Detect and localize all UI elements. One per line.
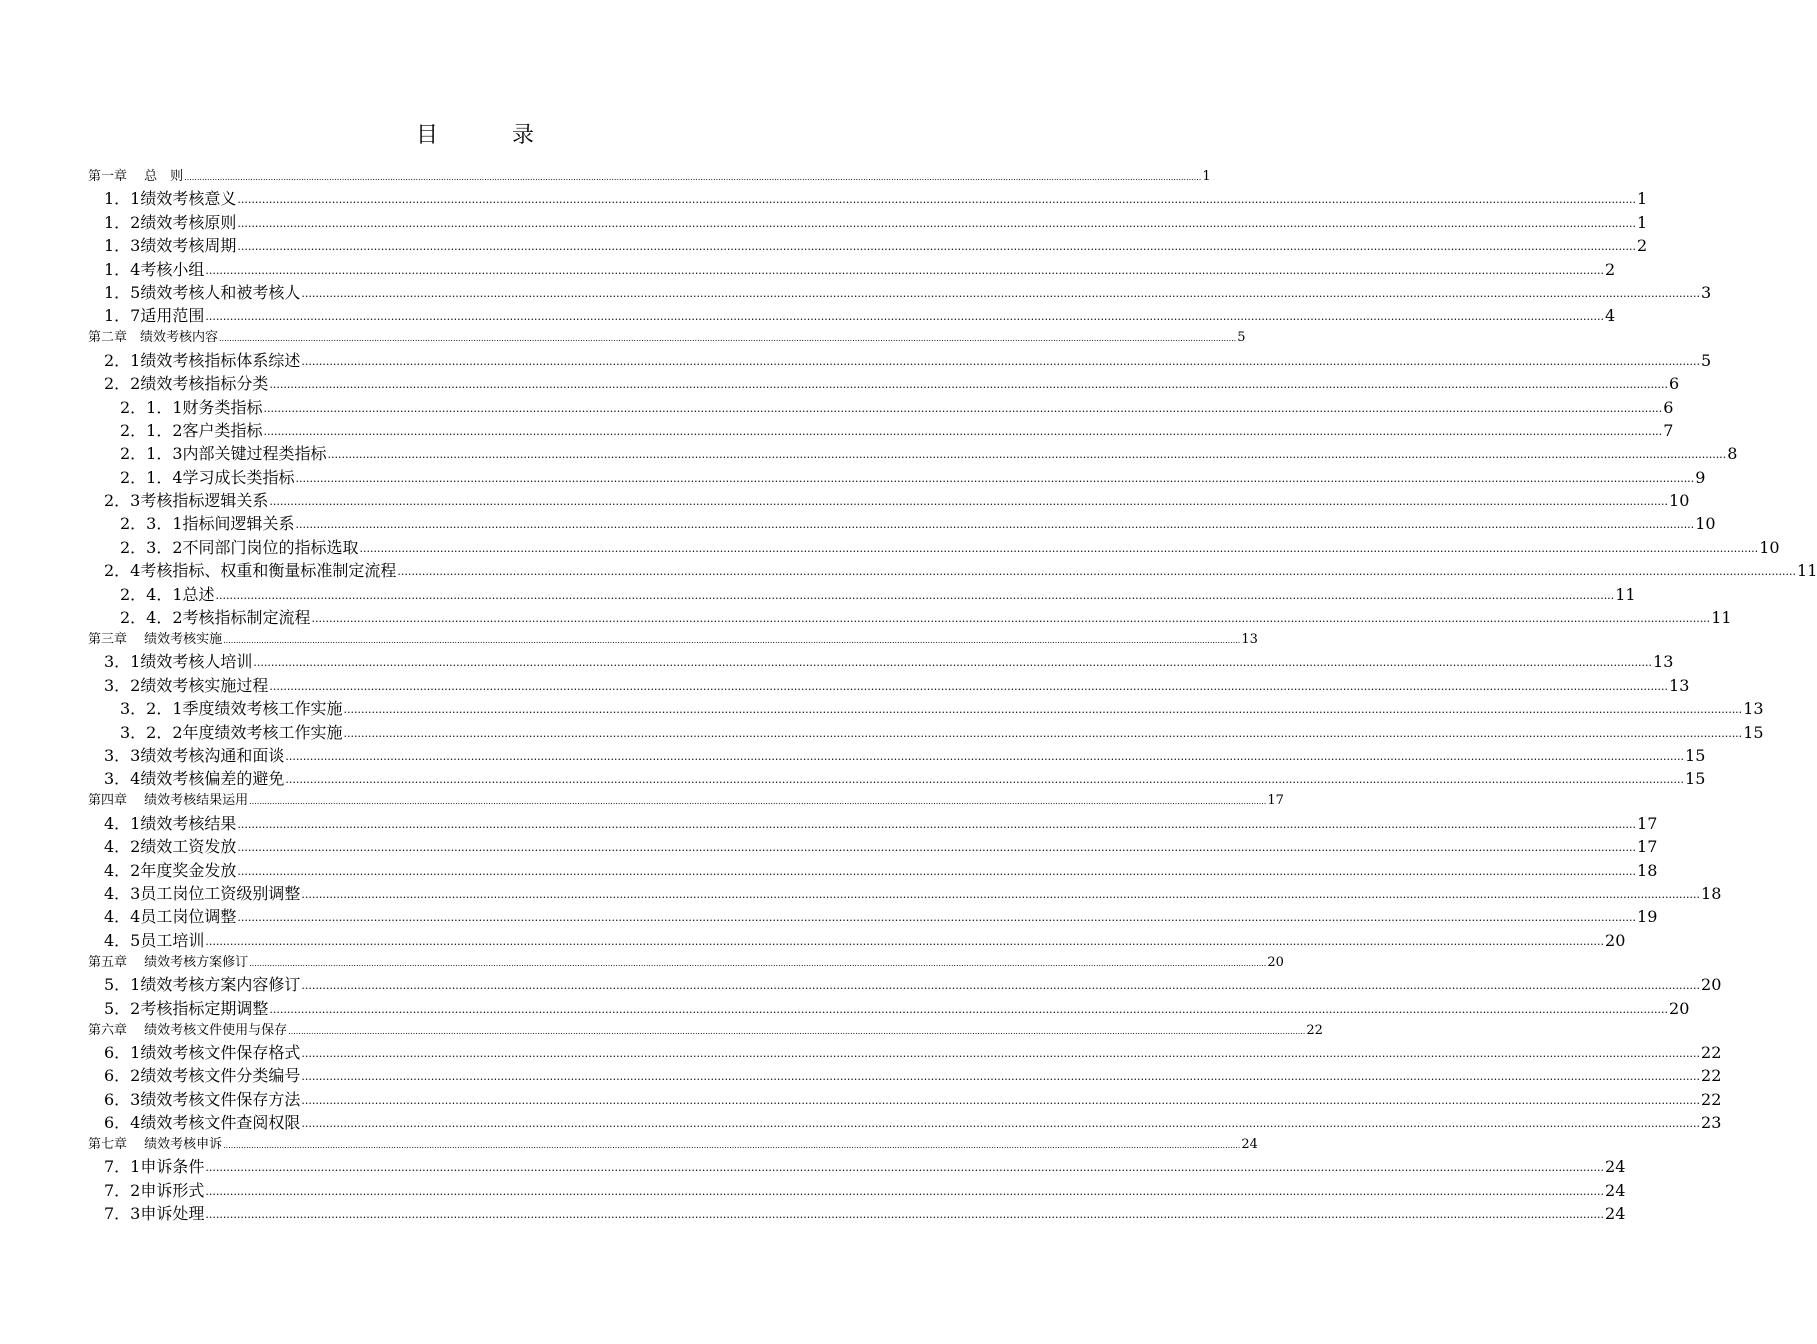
toc-page-number: 10 — [1759, 537, 1780, 557]
toc-dot-leader: ................................................................................................................................................................................................................................................................................................................................................................................................................ — [263, 424, 1663, 438]
toc-dot-leader: ................................................................................................................................................................................................................................................................................................................................................................................................................ — [184, 173, 1202, 182]
toc-dot-leader: ................................................................................................................................................................................................................................................................................................................................................................................................................ — [205, 310, 1605, 324]
toc-page-number: 24 — [1605, 1180, 1626, 1200]
toc-dot-leader: ................................................................................................................................................................................................................................................................................................................................................................................................................ — [215, 588, 1615, 602]
toc-dot-leader: ................................................................................................................................................................................................................................................................................................................................................................................................................ — [237, 911, 1637, 925]
toc-section-entry[interactable] — [88, 880, 1722, 903]
toc-entry-label: 第六章 绩效考核文件使用与保存 — [88, 1022, 288, 1038]
toc-entry-label: 6．4绩效考核文件查阅权限 — [104, 1113, 301, 1133]
toc-dot-leader: ................................................................................................................................................................................................................................................................................................................................................................................................................ — [343, 726, 1743, 740]
toc-dot-leader: ................................................................................................................................................................................................................................................................................................................................................................................................................ — [269, 378, 1669, 392]
toc-page-number: 20 — [1701, 975, 1722, 995]
toc-entry-label: 5．2考核指标定期调整 — [104, 998, 269, 1018]
toc-section-entry[interactable] — [88, 856, 1658, 880]
toc-dot-leader: ................................................................................................................................................................................................................................................................................................................................................................................................................ — [249, 797, 1267, 807]
toc-entry-label: 1．7适用范围 — [104, 306, 205, 326]
toc-entry-label: 4．4员工岗位调整 — [104, 907, 237, 927]
toc-section-entry[interactable] — [88, 833, 1658, 857]
table-of-contents — [88, 164, 1817, 1224]
toc-dot-leader: ................................................................................................................................................................................................................................................................................................................................................................................................................ — [288, 1026, 1306, 1036]
toc-entry-label: 1．5绩效考核人和被考核人 — [104, 282, 301, 302]
toc-section-entry[interactable] — [88, 1062, 1722, 1086]
toc-page-number: 22 — [1306, 1022, 1323, 1038]
toc-entry-label: 4．1绩效考核结果 — [104, 813, 237, 833]
toc-page-number: 20 — [1669, 998, 1690, 1018]
toc-section-entry[interactable] — [88, 903, 1658, 927]
toc-dot-leader: ................................................................................................................................................................................................................................................................................................................................................................................................................ — [205, 263, 1605, 277]
toc-section-entry[interactable] — [88, 440, 1738, 464]
toc-entry-label: 第三章 绩效考核实施 — [88, 632, 223, 648]
toc-page-number: 13 — [1241, 632, 1258, 648]
toc-section-entry[interactable] — [88, 1085, 1722, 1109]
toc-dot-leader: ................................................................................................................................................................................................................................................................................................................................................................................................................ — [205, 1184, 1605, 1198]
toc-section-entry[interactable] — [88, 604, 1732, 628]
toc-entry-label: 6．2绩效考核文件分类编号 — [104, 1066, 301, 1086]
toc-page-number: 20 — [1605, 930, 1626, 950]
toc-chapter-entry[interactable] — [88, 1018, 1323, 1039]
toc-section-entry[interactable] — [88, 1200, 1626, 1224]
toc-entry-label: 7．2申诉形式 — [104, 1180, 205, 1200]
toc-dot-leader: ................................................................................................................................................................................................................................................................................................................................................................................................................ — [295, 471, 1695, 485]
toc-entry-label: 5．1绩效考核方案内容修订 — [104, 975, 301, 995]
toc-section-entry[interactable] — [88, 648, 1674, 672]
toc-page-number: 15 — [1685, 769, 1706, 789]
toc-page-number: 22 — [1701, 1089, 1722, 1109]
toc-entry-label: 2．3．2不同部门岗位的指标选取 — [120, 537, 359, 557]
toc-page-number: 6 — [1663, 397, 1674, 417]
toc-page-number: 11 — [1711, 608, 1732, 628]
toc-dot-leader: ................................................................................................................................................................................................................................................................................................................................................................................................................ — [311, 612, 1711, 626]
toc-page-number: 5 — [1237, 330, 1246, 346]
toc-section-entry[interactable] — [88, 971, 1722, 995]
toc-dot-leader: ................................................................................................................................................................................................................................................................................................................................................................................................................ — [301, 354, 1701, 368]
toc-section-entry[interactable] — [88, 487, 1690, 511]
toc-dot-leader: ................................................................................................................................................................................................................................................................................................................................................................................................................ — [301, 979, 1701, 993]
toc-section-entry[interactable] — [88, 279, 1712, 302]
toc-chapter-entry[interactable] — [88, 325, 1246, 346]
toc-dot-leader: ................................................................................................................................................................................................................................................................................................................................................................................................................ — [343, 703, 1743, 717]
toc-dot-leader: ................................................................................................................................................................................................................................................................................................................................................................................................................ — [205, 1208, 1605, 1222]
toc-section-entry[interactable] — [88, 695, 1764, 719]
toc-entry-label: 1．2绩效考核原则 — [104, 212, 237, 232]
toc-page-number: 9 — [1695, 467, 1706, 487]
toc-section-entry[interactable] — [88, 765, 1706, 789]
toc-dot-leader: ................................................................................................................................................................................................................................................................................................................................................................................................................ — [301, 1070, 1701, 1084]
toc-dot-leader: ................................................................................................................................................................................................................................................................................................................................................................................................................ — [285, 773, 1685, 787]
toc-section-entry[interactable] — [88, 393, 1674, 417]
toc-page-number: 19 — [1637, 907, 1658, 927]
toc-page-number: 15 — [1685, 745, 1706, 765]
toc-page-number: 17 — [1267, 793, 1284, 809]
toc-page-number: 17 — [1637, 813, 1658, 833]
toc-dot-leader: ................................................................................................................................................................................................................................................................................................................................................................................................................ — [263, 401, 1663, 415]
toc-dot-leader: ................................................................................................................................................................................................................................................................................................................................................................................................................ — [237, 817, 1637, 831]
toc-entry-label: 2．4考核指标、权重和衡量标准制定流程 — [104, 561, 397, 581]
toc-dot-leader: ................................................................................................................................................................................................................................................................................................................................................................................................................ — [219, 334, 1237, 344]
toc-dot-leader: ................................................................................................................................................................................................................................................................................................................................................................................................................ — [249, 958, 1267, 968]
toc-page-number: 8 — [1727, 444, 1738, 464]
toc-page-number: 24 — [1241, 1137, 1258, 1153]
toc-dot-leader: ................................................................................................................................................................................................................................................................................................................................................................................................................ — [269, 495, 1669, 509]
toc-entry-label: 2．1．4学习成长类指标 — [120, 467, 295, 487]
toc-dot-leader: ................................................................................................................................................................................................................................................................................................................................................................................................................ — [285, 749, 1685, 763]
toc-dot-leader: ................................................................................................................................................................................................................................................................................................................................................................................................................ — [205, 934, 1605, 948]
toc-dot-leader: ................................................................................................................................................................................................................................................................................................................................................................................................................ — [237, 193, 1637, 207]
toc-page-number: 17 — [1637, 837, 1658, 857]
toc-entry-label: 2．1．1财务类指标 — [120, 397, 263, 417]
toc-page-number: 18 — [1701, 883, 1722, 903]
toc-dot-leader: ................................................................................................................................................................................................................................................................................................................................................................................................................ — [269, 679, 1669, 693]
toc-page-number: 13 — [1653, 652, 1674, 672]
toc-entry-label: 2．4．2考核指标制定流程 — [120, 608, 311, 628]
toc-section-entry[interactable] — [88, 580, 1636, 604]
toc-dot-leader: ................................................................................................................................................................................................................................................................................................................................................................................................................ — [237, 841, 1637, 855]
toc-title: 目 录 — [415, 123, 560, 148]
toc-page-number: 4 — [1605, 306, 1616, 326]
toc-section-entry[interactable] — [88, 557, 1817, 581]
toc-chapter-entry[interactable] — [88, 627, 1258, 648]
toc-entry-label: 1．1绩效考核意义 — [104, 189, 237, 209]
toc-page-number: 2 — [1605, 259, 1616, 279]
toc-page-number: 3 — [1701, 282, 1712, 302]
toc-entry-label: 6．1绩效考核文件保存格式 — [104, 1042, 301, 1062]
toc-entry-label: 4．3员工岗位工资级别调整 — [104, 883, 301, 903]
toc-dot-leader: ................................................................................................................................................................................................................................................................................................................................................................................................................ — [237, 240, 1637, 254]
toc-page-number: 20 — [1267, 954, 1284, 970]
toc-entry-label: 3．2．1季度绩效考核工作实施 — [120, 699, 343, 719]
toc-entry-label: 3．1绩效考核人培训 — [104, 652, 253, 672]
toc-dot-leader: ................................................................................................................................................................................................................................................................................................................................................................................................................ — [327, 448, 1727, 462]
toc-page-number: 1 — [1637, 212, 1648, 232]
toc-page-number: 5 — [1701, 350, 1712, 370]
toc-entry-label: 7．1申诉条件 — [104, 1157, 205, 1177]
toc-section-entry[interactable] — [88, 302, 1616, 326]
toc-entry-label: 第一章 总 则 — [88, 169, 184, 184]
toc-dot-leader: ................................................................................................................................................................................................................................................................................................................................................................................................................ — [397, 565, 1797, 579]
toc-entry-label: 6．3绩效考核文件保存方法 — [104, 1089, 301, 1109]
toc-section-entry[interactable] — [88, 255, 1616, 279]
toc-section-entry[interactable] — [88, 926, 1626, 950]
toc-entry-label: 3．4绩效考核偏差的避免 — [104, 769, 285, 789]
toc-chapter-entry[interactable] — [88, 164, 1211, 185]
toc-chapter-entry[interactable] — [88, 950, 1284, 971]
toc-page-number: 13 — [1743, 699, 1764, 719]
toc-entry-label: 4．2年度奖金发放 — [104, 860, 237, 880]
toc-entry-label: 2．3考核指标逻辑关系 — [104, 491, 269, 511]
toc-chapter-entry[interactable] — [88, 1132, 1258, 1153]
toc-entry-label: 4．5员工培训 — [104, 930, 205, 950]
toc-entry-label: 第四章 绩效考核结果运用 — [88, 793, 249, 809]
toc-section-entry[interactable] — [88, 185, 1648, 209]
toc-section-entry[interactable] — [88, 370, 1680, 394]
toc-entry-label: 1．4考核小组 — [104, 259, 205, 279]
toc-page-number: 22 — [1701, 1066, 1722, 1086]
toc-page-number: 11 — [1615, 584, 1636, 604]
toc-dot-leader: ................................................................................................................................................................................................................................................................................................................................................................................................................ — [301, 887, 1701, 901]
toc-dot-leader: ................................................................................................................................................................................................................................................................................................................................................................................................................ — [269, 1002, 1669, 1016]
toc-entry-label: 7．3申诉处理 — [104, 1204, 205, 1224]
toc-section-entry[interactable] — [88, 1109, 1722, 1133]
toc-chapter-entry[interactable] — [88, 788, 1284, 809]
toc-section-entry[interactable] — [88, 809, 1658, 833]
toc-dot-leader: ................................................................................................................................................................................................................................................................................................................................................................................................................ — [301, 1093, 1701, 1107]
toc-dot-leader: ................................................................................................................................................................................................................................................................................................................................................................................................................ — [253, 656, 1653, 670]
toc-dot-leader: ................................................................................................................................................................................................................................................................................................................................................................................................................ — [223, 1141, 1241, 1151]
toc-page-number: 1 — [1637, 189, 1648, 209]
toc-section-entry[interactable] — [88, 718, 1764, 742]
toc-page-number: 1 — [1202, 169, 1211, 184]
toc-section-entry[interactable] — [88, 232, 1648, 256]
toc-dot-leader: ................................................................................................................................................................................................................................................................................................................................................................................................................ — [237, 864, 1637, 878]
toc-entry-label: 2．4．1总述 — [120, 584, 215, 604]
toc-entry-label: 3．2．2年度绩效考核工作实施 — [120, 722, 343, 742]
toc-dot-leader: ................................................................................................................................................................................................................................................................................................................................................................................................................ — [295, 518, 1695, 532]
toc-page-number: 6 — [1669, 374, 1680, 394]
toc-dot-leader: ................................................................................................................................................................................................................................................................................................................................................................................................................ — [359, 541, 1759, 555]
toc-entry-label: 4．2绩效工资发放 — [104, 837, 237, 857]
toc-section-entry[interactable] — [88, 671, 1690, 695]
toc-section-entry[interactable] — [88, 208, 1648, 232]
toc-page-number: 23 — [1701, 1113, 1722, 1133]
toc-entry-label: 第七章 绩效考核申诉 — [88, 1137, 223, 1153]
toc-dot-leader: ................................................................................................................................................................................................................................................................................................................................................................................................................ — [223, 636, 1241, 646]
toc-entry-label: 第五章 绩效考核方案修订 — [88, 954, 249, 970]
toc-section-entry[interactable] — [88, 1153, 1626, 1177]
toc-entry-label: 2．1．2客户类指标 — [120, 420, 263, 440]
toc-section-entry[interactable] — [88, 510, 1716, 534]
toc-section-entry[interactable] — [88, 1039, 1722, 1062]
toc-page-number: 24 — [1605, 1204, 1626, 1224]
toc-section-entry[interactable] — [88, 742, 1706, 765]
toc-page-number: 2 — [1637, 236, 1648, 256]
toc-page-number: 13 — [1669, 675, 1690, 695]
toc-page-number: 11 — [1797, 561, 1817, 581]
toc-page-number: 10 — [1695, 514, 1716, 534]
toc-section-entry[interactable] — [88, 346, 1712, 370]
toc-page-number: 22 — [1701, 1042, 1722, 1062]
toc-entry-label: 3．3绩效考核沟通和面谈 — [104, 745, 285, 765]
toc-page-number: 15 — [1743, 722, 1764, 742]
toc-entry-label: 2．2绩效考核指标分类 — [104, 374, 269, 394]
toc-section-entry[interactable] — [88, 463, 1706, 487]
toc-dot-leader: ................................................................................................................................................................................................................................................................................................................................................................................................................ — [301, 1046, 1701, 1060]
toc-entry-label: 2．1绩效考核指标体系综述 — [104, 350, 301, 370]
toc-page-number: 10 — [1669, 491, 1690, 511]
toc-section-entry[interactable] — [88, 994, 1690, 1018]
toc-dot-leader: ................................................................................................................................................................................................................................................................................................................................................................................................................ — [301, 286, 1701, 300]
toc-entry-label: 1．3绩效考核周期 — [104, 236, 237, 256]
toc-page-number: 24 — [1605, 1157, 1626, 1177]
toc-entry-label: 3．2绩效考核实施过程 — [104, 675, 269, 695]
toc-dot-leader: ................................................................................................................................................................................................................................................................................................................................................................................................................ — [205, 1161, 1605, 1175]
toc-section-entry[interactable] — [88, 417, 1674, 440]
toc-entry-label: 2．1．3内部关键过程类指标 — [120, 444, 327, 464]
toc-page-number: 7 — [1663, 420, 1674, 440]
toc-section-entry[interactable] — [88, 1176, 1626, 1200]
toc-dot-leader: ................................................................................................................................................................................................................................................................................................................................................................................................................ — [237, 216, 1637, 230]
toc-section-entry[interactable] — [88, 533, 1780, 557]
toc-dot-leader: ................................................................................................................................................................................................................................................................................................................................................................................................................ — [301, 1117, 1701, 1131]
toc-entry-label: 2．3．1指标间逻辑关系 — [120, 514, 295, 534]
toc-entry-label: 第二章 绩效考核内容 — [88, 330, 219, 346]
toc-page-number: 18 — [1637, 860, 1658, 880]
